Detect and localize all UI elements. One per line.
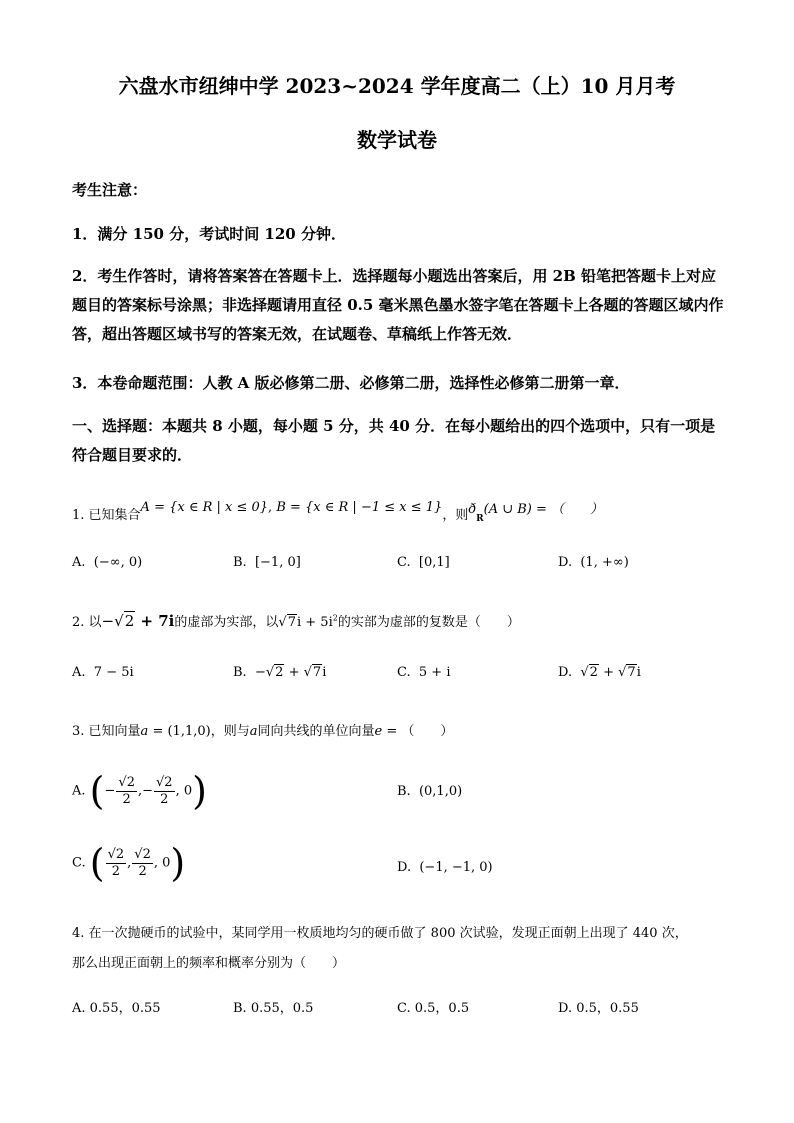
- option-neg: −: [254, 665, 266, 680]
- option-value: (−∞, 0): [93, 555, 143, 570]
- q2-tail: 的实部为虚部的复数是（ ）: [337, 615, 520, 630]
- option-label: C.: [72, 855, 86, 871]
- option-value: 7 − 5i: [93, 665, 134, 680]
- q1-option-a[interactable]: [72, 555, 142, 570]
- q1-option-d[interactable]: [558, 555, 629, 570]
- q2-expr-2: i + 5i: [296, 615, 333, 630]
- q3-tail: = （ ）: [382, 724, 454, 739]
- q1-option-c[interactable]: [397, 555, 450, 570]
- frac-denominator: 2: [111, 863, 121, 879]
- frac-numerator: √2: [134, 846, 151, 862]
- option-label: D.: [558, 555, 573, 570]
- option-value: [−1, 0]: [254, 555, 301, 570]
- question-4-line-1: 4. 在一次抛硬币的试验中，某同学用一枚质地均匀的硬币做了 800 次试验，发现正面朝上出现了 440 次，: [72, 926, 688, 941]
- option-label: B.: [233, 665, 247, 680]
- option-value: 5 + i: [418, 665, 451, 680]
- option-i: i: [322, 665, 327, 680]
- q4-option-b[interactable]: B. 0.55，0.5: [233, 1001, 314, 1016]
- option-i: i: [636, 665, 641, 680]
- q2-option-c[interactable]: [397, 665, 450, 680]
- option-label: A.: [72, 665, 86, 680]
- q2-mid: 的虚部为实部，以: [174, 615, 279, 630]
- q1-set-b: B = {x ∈ R | −1 ≤ x ≤ 1}: [276, 500, 443, 515]
- q3-vector-a: a: [140, 724, 149, 739]
- option-tail: , 0: [175, 783, 193, 799]
- option-label: B.: [397, 784, 411, 799]
- frac-numerator: √2: [107, 846, 125, 862]
- frac-denominator: 2: [160, 791, 169, 807]
- option-label: B.: [233, 555, 247, 570]
- notice-item-2: 2．考生作答时，请将答案答在答题卡上．选择题每小题选出答案后，用 2B 铅笔把答题卡上对应题目的答案标号涂黑；非选择题请用直径 0.5 毫米黑色墨水签字笔在答题卡上各题的答题区域内作答，超出答题区域书写的答案无效，在试题卷、草稿纸上作答无效．: [72, 267, 724, 343]
- option-label: C.: [397, 555, 411, 570]
- option-radicand-1: 2: [589, 665, 598, 680]
- q1-set-a: A = {x ∈ R | x ≤ 0}: [140, 500, 269, 515]
- frac-denominator: 2: [138, 863, 147, 879]
- option-radicand-2: 7: [312, 665, 322, 680]
- q3-option-a[interactable]: A. (− $\frac{√2}{2}$ ,− $\frac{√2}{2}$ , 0): [72, 769, 207, 813]
- exam-subtitle: 数学试卷: [357, 128, 437, 152]
- q1-mid: ，则: [442, 508, 469, 523]
- q2-radicand-2: 7: [287, 615, 296, 630]
- q4-option-a[interactable]: A. 0.55，0.55: [72, 1001, 161, 1016]
- option-plus: +: [284, 665, 304, 680]
- q3-mid-2: 同向共线的单位向量: [257, 724, 375, 739]
- frac-numerator: √2: [118, 774, 135, 790]
- question-4-line-2: 那么出现正面朝上的频率和概率分别为（ ）: [72, 956, 346, 971]
- notice-item-3: 3．本卷命题范围：人教 A 版必修第二册、必修第二册，选择性必修第二册第一章．: [72, 374, 630, 392]
- option-value: (0,1,0): [418, 784, 463, 799]
- question-2: 2. 以−√2 + 7i的虚部为实部，以$√7i + 5i^2$的实部为虚部的复数是（ ）: [72, 612, 520, 630]
- question-3: [72, 720, 453, 739]
- q3-option-b[interactable]: [397, 784, 462, 799]
- q1-complement-symbol: ð: [468, 502, 477, 517]
- q2-prefix: 2. 以: [72, 615, 102, 630]
- q2-radicand-1: 2: [124, 612, 135, 630]
- q1-option-b[interactable]: [233, 555, 301, 570]
- notice-item-1: 1．满分 150 分，考试时间 120 分钟．: [72, 225, 346, 243]
- q3-option-d[interactable]: [397, 860, 493, 875]
- q3-option-c[interactable]: C. ( $\frac{√2}{2}$ , $\frac{√2}{2}$ , 0): [72, 841, 186, 885]
- frac-numerator: √2: [156, 774, 173, 790]
- section-1-heading: 一、选择题：本题共 8 小题，每小题 5 分，共 40 分．在每小题给出的四个选项中，只有一项是符合题目要求的．: [72, 417, 716, 464]
- q3-prefix: 3. 已知向量: [72, 724, 141, 739]
- option-radicand-2: 7: [627, 665, 636, 680]
- q4-option-c[interactable]: C. 0.5，0.5: [397, 1001, 470, 1016]
- option-value: [0,1]: [418, 555, 450, 570]
- q3-mid: ，则与: [210, 724, 250, 739]
- exam-title: 六盘水市纽绅中学 2023~2024 学年度高二（上）10 月月考: [118, 74, 676, 98]
- option-label: D.: [558, 665, 573, 680]
- option-label: D.: [397, 860, 412, 875]
- q2-exponent: 2: [332, 613, 338, 623]
- q1-prefix: 1. 已知集合: [72, 508, 141, 523]
- q2-neg: −: [101, 612, 115, 630]
- option-value: (1, +∞): [580, 555, 629, 570]
- question-1: [72, 500, 604, 526]
- q3-vector-value: = (1,1,0): [148, 724, 211, 739]
- option-radicand-1: 2: [275, 665, 284, 680]
- q3-vector-e: e: [374, 724, 383, 739]
- option-tail: , 0: [153, 855, 171, 871]
- q2-option-d[interactable]: D. √2 + √7i: [558, 665, 641, 680]
- q1-complement-sub: R: [476, 513, 484, 524]
- option-value: (−1, −1, 0): [419, 860, 493, 875]
- q2-plus-7i: + 7i: [135, 612, 175, 630]
- option-label: A.: [72, 555, 86, 570]
- q3-vector-a-2: a: [249, 724, 258, 739]
- q1-tail: (A ∪ B) = （ ）: [483, 502, 604, 517]
- notice-heading: 考生注意：: [72, 181, 148, 199]
- frac-denominator: 2: [122, 791, 131, 807]
- q2-option-a[interactable]: [72, 665, 134, 680]
- q4-option-d[interactable]: D. 0.5，0.55: [558, 1001, 639, 1016]
- option-plus: +: [598, 665, 619, 680]
- q1-sep: ,: [268, 500, 277, 515]
- option-label: A.: [72, 783, 86, 799]
- q2-option-b[interactable]: B. −√2 + √7i: [233, 665, 327, 680]
- option-label: C.: [397, 665, 411, 680]
